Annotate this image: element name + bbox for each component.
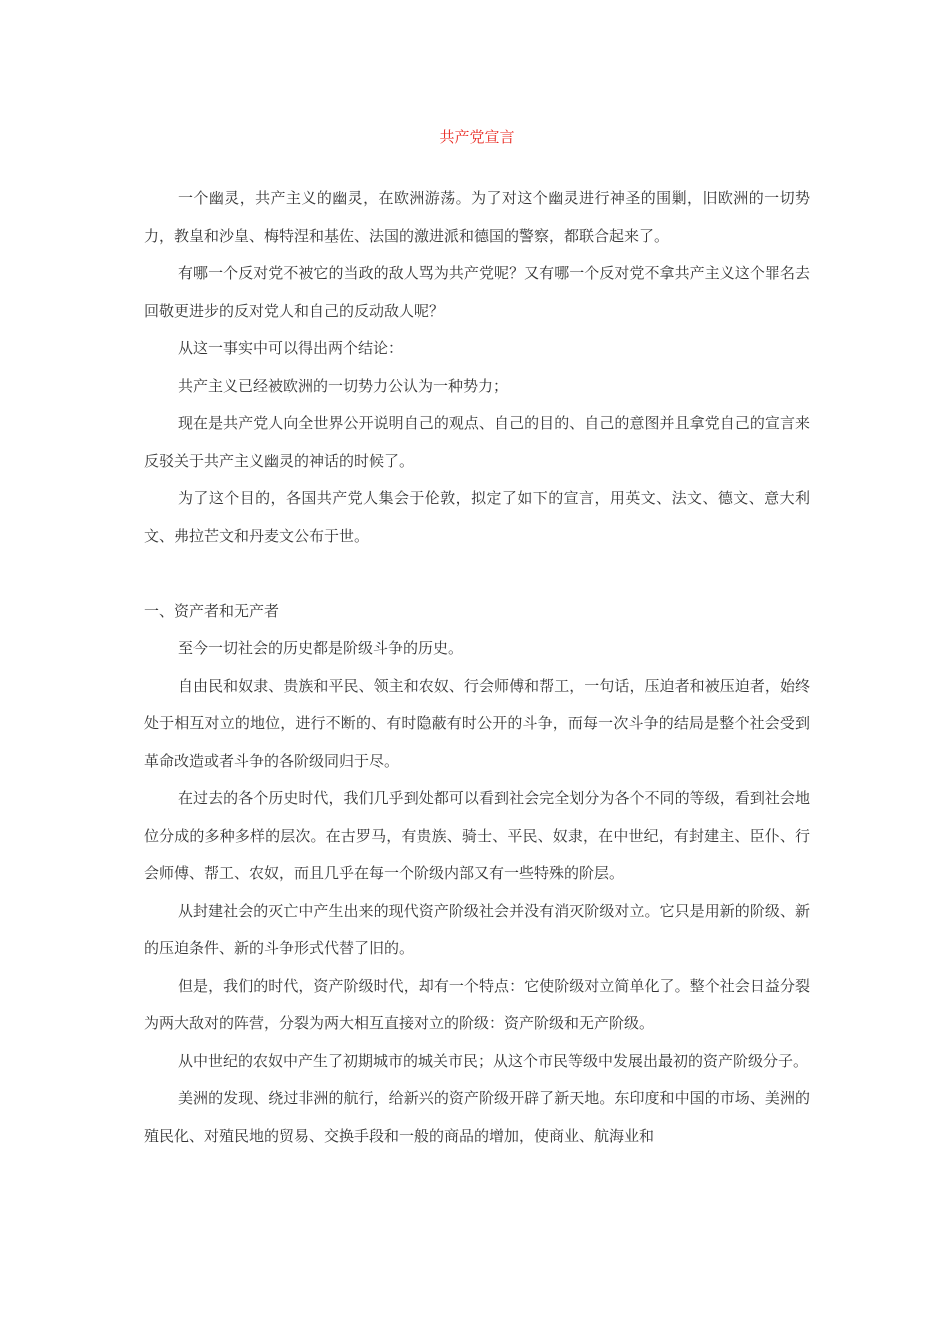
section-paragraph: 从中世纪的农奴中产生了初期城市的城关市民；从这个市民等级中发展出最初的资产阶级分子。	[178, 1051, 809, 1070]
preface-paragraph: 共产主义已经被欧洲的一切势力公认为一种势力；	[178, 376, 509, 395]
preface-paragraph: 有哪一个反对党不被它的当政的敌人骂为共产党呢？又有哪一个反对党不拿共产主义这个罪名去回敬更进步的反对党人和自己的反动敌人呢？	[144, 264, 810, 320]
preface-paragraph: 一个幽灵，共产主义的幽灵，在欧洲游荡。为了对这个幽灵进行神圣的围剿，旧欧洲的一切势力，教皇和沙皇、梅特涅和基佐、法国的激进派和德国的警察，都联合起来了。	[144, 189, 810, 245]
section-paragraph: 美洲的发现、绕过非洲的航行，给新兴的资产阶级开辟了新天地。东印度和中国的市场、美洲的殖民化、对殖民地的贸易、交换手段和一般的商品的增加，使商业、航海业和	[144, 1089, 810, 1145]
preface-paragraph: 为了这个目的，各国共产党人集会于伦敦，拟定了如下的宣言，用英文、法文、德文、意大利文、弗拉芒文和丹麦文公布于世。	[144, 489, 810, 545]
section-paragraph: 在过去的各个历史时代，我们几乎到处都可以看到社会完全划分为各个不同的等级，看到社会地位分成的多种多样的层次。在古罗马，有贵族、骑士、平民、奴隶，在中世纪，有封建主、臣仆、行会师傅、帮工、农奴，而且几乎在每一个阶级内部又有一些特殊的阶层。	[144, 789, 810, 882]
section-paragraph: 至今一切社会的历史都是阶级斗争的历史。	[178, 639, 464, 657]
section-paragraph: 从封建社会的灭亡中产生出来的现代资产阶级社会并没有消灭阶级对立。它只是用新的阶级、新的压迫条件、新的斗争形式代替了旧的。	[144, 901, 810, 957]
section-paragraph: 自由民和奴隶、贵族和平民、领主和农奴、行会师傅和帮工，一句话，压迫者和被压迫者，始终处于相互对立的地位，进行不断的、有时隐蔽有时公开的斗争，而每一次斗争的结局是整个社会受到革命改造或者斗争的各阶级同归于尽。	[144, 676, 810, 770]
document-body	[144, 180, 810, 1155]
section-paragraph: 但是，我们的时代，资产阶级时代，却有一个特点：它使阶级对立简单化了。整个社会日益分裂为两大敌对的阵营，分裂为两大相互直接对立的阶级：资产阶级和无产阶级。	[144, 976, 810, 1032]
preface-paragraph: 现在是共产党人向全世界公开说明自己的观点、自己的目的、自己的意图并且拿党自己的宣言来反驳关于共产主义幽灵的神话的时候了。	[144, 414, 810, 470]
document-title: 共产党宣言	[439, 128, 515, 146]
section-heading: 一、资产者和无产者	[144, 601, 280, 620]
preface-paragraph: 从这一事实中可以得出两个结论：	[178, 339, 404, 357]
